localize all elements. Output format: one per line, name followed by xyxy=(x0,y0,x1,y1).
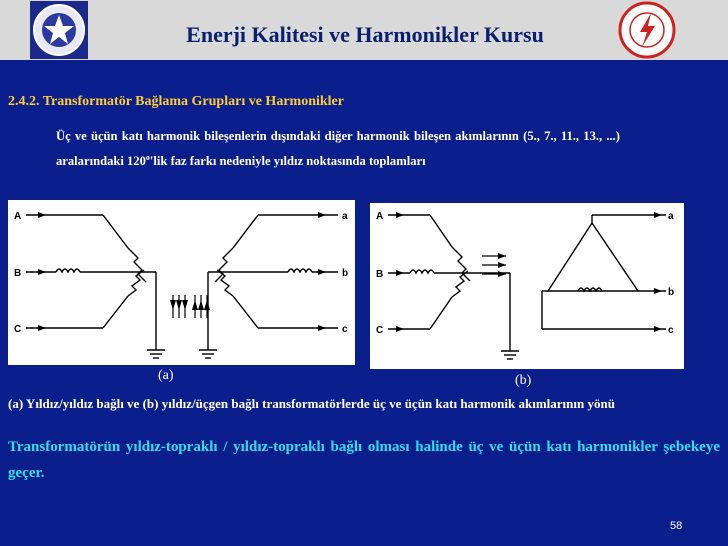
terminal-a-lower: a xyxy=(342,211,348,222)
terminal-b-upper: B xyxy=(14,268,22,279)
page-number: 58 xyxy=(670,520,683,532)
terminal-c-lower: c xyxy=(342,324,348,335)
page-title: Enerji Kalitesi ve Harmonikler Kursu xyxy=(186,22,544,47)
terminal-a-upper: A xyxy=(376,211,384,222)
terminal-b-lower: b xyxy=(342,268,349,279)
figure-b-label: (b) xyxy=(515,373,532,388)
star-delta-diagram xyxy=(370,203,684,369)
terminal-c-upper: C xyxy=(376,325,384,336)
intro-paragraph: Üç ve üçün katı harmonik bileşenlerin dışındaki diğer harmonik bileşen akımlarının (5., 7., 11., 13., ...) aralarındaki 120$^o$'lik faz farkı nedeniyle yıldız noktasında toplamları xyxy=(56,129,620,169)
section-title: 2.4.2. Transformatör Bağlama Grupları ve Harmonikler xyxy=(8,94,344,109)
university-logo xyxy=(30,1,88,59)
terminal-a-upper: A xyxy=(14,211,22,222)
company-logo xyxy=(618,1,676,59)
terminal-a-lower: a xyxy=(668,211,674,222)
terminal-c-upper: C xyxy=(14,324,22,335)
conclusion-text: Transformatörün yıldız-topraklı / yıldız-topraklı bağlı olması halinde üç ve üçün katı harmonikler şebekeye geçer. xyxy=(8,439,720,481)
figure-a-diagram xyxy=(8,200,355,365)
figure-a-label: (a) xyxy=(158,368,174,383)
terminal-b-lower: b xyxy=(668,287,675,298)
star-star-diagram xyxy=(8,200,355,365)
figure-caption: (a) Yıldız/yıldız bağlı ve (b) yıldız/üçgen bağlı transformatörlerde üç ve üçün katı harmonik akımlarının yönü xyxy=(8,396,615,411)
figure-b-diagram xyxy=(370,203,684,369)
terminal-c-lower: c xyxy=(668,325,674,336)
header-bar xyxy=(0,0,728,60)
terminal-b-upper: B xyxy=(376,269,384,280)
